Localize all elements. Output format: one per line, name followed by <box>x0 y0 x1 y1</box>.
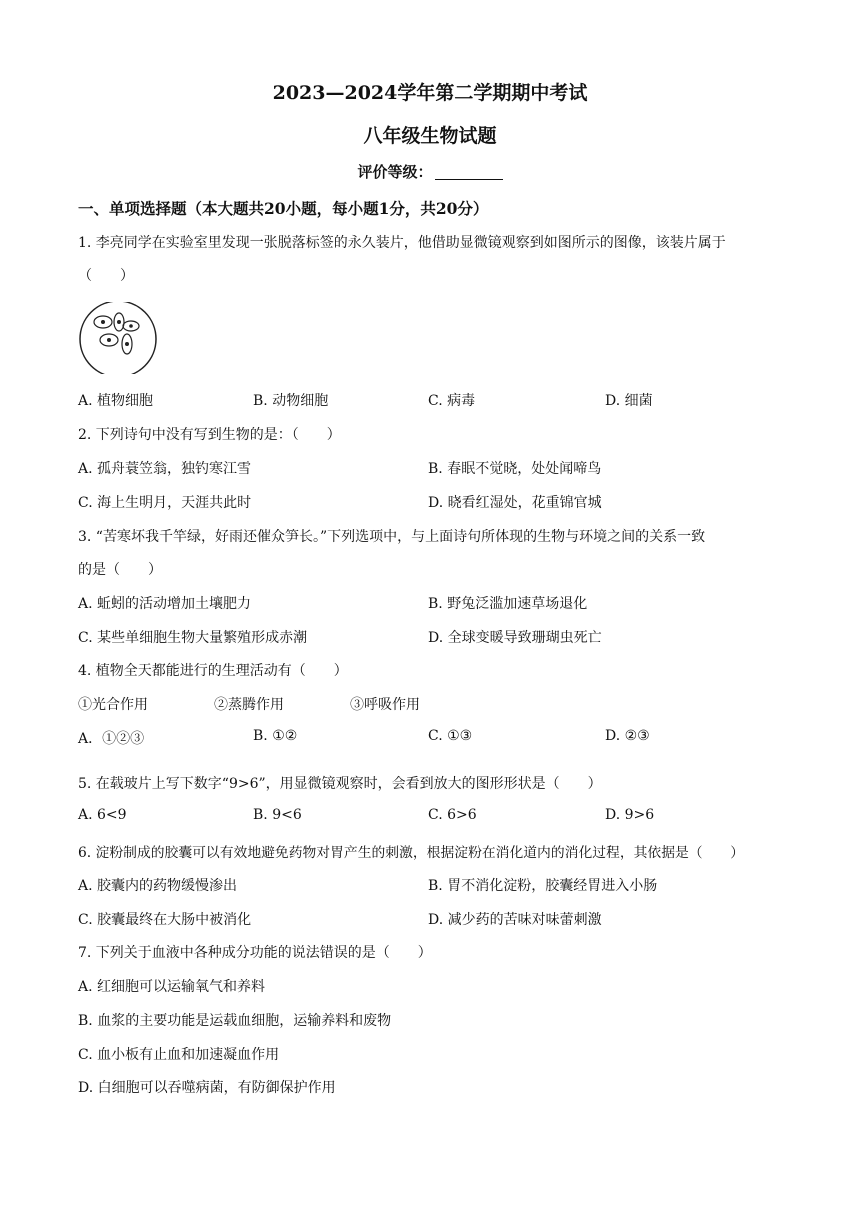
question-6-option-a[interactable]: A. 胶囊内的药物缓慢渗出 <box>78 878 238 894</box>
question-4-option-d[interactable]: D. ②③ <box>605 728 650 744</box>
question-5-option-c[interactable]: C. 6>6 <box>428 807 477 823</box>
question-4-option-a[interactable]: A．①②③ <box>78 731 145 747</box>
question-6-options-row-1 <box>78 875 798 895</box>
question-5-stem: 5. 在载玻片上写下数字“9>6”，用显微镜观察时，会看到放大的图形形状是（ ） <box>78 776 602 792</box>
grade-label: 评价等级： <box>357 163 433 181</box>
question-2-option-a[interactable]: A. 孤舟蓑笠翁，独钓寒江雪 <box>78 461 252 477</box>
exam-subtitle: 八年级生物试题 <box>363 125 497 147</box>
question-3-stem-line-2: 的是（ ） <box>78 562 162 578</box>
cell-micrograph-figure <box>78 302 160 374</box>
question-4-option-c[interactable]: C. ①③ <box>428 728 473 744</box>
question-1-stem-line-2: （ ） <box>78 268 134 284</box>
question-4-options <box>78 728 798 748</box>
question-2-option-d[interactable]: D. 晓看红湿处，花重锦官城 <box>428 495 602 511</box>
question-1-stem-line-1: 1. 李亮同学在实验室里发现一张脱落标签的永久装片，他借助显微镜观察到如图所示的图像，该装片属于 <box>78 235 726 251</box>
question-1-options <box>78 390 798 410</box>
question-1-option-a[interactable]: A. 植物细胞 <box>78 393 154 409</box>
question-6-option-c[interactable]: C. 胶囊最终在大肠中被消化 <box>78 912 252 928</box>
question-6-option-d[interactable]: D. 减少药的苦味对味蕾刺激 <box>428 912 602 928</box>
question-6-options-row-2 <box>78 909 798 929</box>
question-6-stem: 6. 淀粉制成的胶囊可以有效地避免药物对胃产生的刺激，根据淀粉在消化道内的消化过程，其依据是（ ） <box>78 845 744 861</box>
question-6-option-b[interactable]: B. 胃不消化淀粉，胶囊经胃进入小肠 <box>428 878 658 894</box>
question-1-option-d[interactable]: D. 细菌 <box>605 393 653 409</box>
question-5-options <box>78 807 798 827</box>
question-2-options-row-2 <box>78 492 798 512</box>
question-4-item-2: ②蒸腾作用 <box>214 697 284 713</box>
question-5-option-a[interactable]: A. 6<9 <box>78 807 127 823</box>
section-heading: 一、单项选择题（本大题共20小题，每小题1分，共20分） <box>78 199 489 218</box>
question-2-stem: 2. 下列诗句中没有写到生物的是：（ ） <box>78 427 341 443</box>
question-1-option-b[interactable]: B. 动物细胞 <box>253 393 329 409</box>
question-3-option-d[interactable]: D. 全球变暖导致珊瑚虫死亡 <box>428 630 602 646</box>
question-7-option-a[interactable]: A. 红细胞可以运输氧气和养料 <box>78 979 266 995</box>
question-3-options-row-1 <box>78 593 798 613</box>
question-7-option-b[interactable]: B. 血浆的主要功能是运载血细胞，运输养料和废物 <box>78 1013 392 1029</box>
grade-line <box>0 161 860 182</box>
question-7-stem: 7. 下列关于血液中各种成分功能的说法错误的是（ ） <box>78 945 432 961</box>
exam-title: 2023—2024学年第二学期期中考试 <box>272 82 588 104</box>
question-4-option-b[interactable]: B. ①② <box>253 728 298 744</box>
question-4-item-1: ①光合作用 <box>78 697 148 713</box>
question-3-option-c[interactable]: C. 某些单细胞生物大量繁殖形成赤潮 <box>78 630 308 646</box>
question-5-option-b[interactable]: B. 9<6 <box>253 807 302 823</box>
question-7-option-d[interactable]: D. 白细胞可以吞噬病菌，有防御保护作用 <box>78 1080 336 1096</box>
question-3-option-b[interactable]: B. 野兔泛滥加速草场退化 <box>428 596 588 612</box>
question-2-option-b[interactable]: B. 春眠不觉晓，处处闻啼鸟 <box>428 461 602 477</box>
question-2-options-row-1 <box>78 458 798 478</box>
question-3-option-a[interactable]: A. 蚯蚓的活动增加土壤肥力 <box>78 596 252 612</box>
question-3-options-row-2 <box>78 627 798 647</box>
question-4-item-3: ③呼吸作用 <box>350 697 420 713</box>
question-2-option-c[interactable]: C. 海上生明月，天涯共此时 <box>78 495 252 511</box>
question-7-option-c[interactable]: C. 血小板有止血和加速凝血作用 <box>78 1047 280 1063</box>
question-4-items <box>78 694 798 714</box>
question-1-option-c[interactable]: C. 病毒 <box>428 393 476 409</box>
question-3-stem-line-1: 3. “苦寒坏我千竿绿，好雨还催众笋长。”下列选项中，与上面诗句所体现的生物与环境之间的关系一致 <box>78 529 706 545</box>
grade-blank <box>435 165 503 180</box>
question-5-option-d[interactable]: D. 9>6 <box>605 807 655 823</box>
question-4-stem: 4. 植物全天都能进行的生理活动有（ ） <box>78 663 348 679</box>
